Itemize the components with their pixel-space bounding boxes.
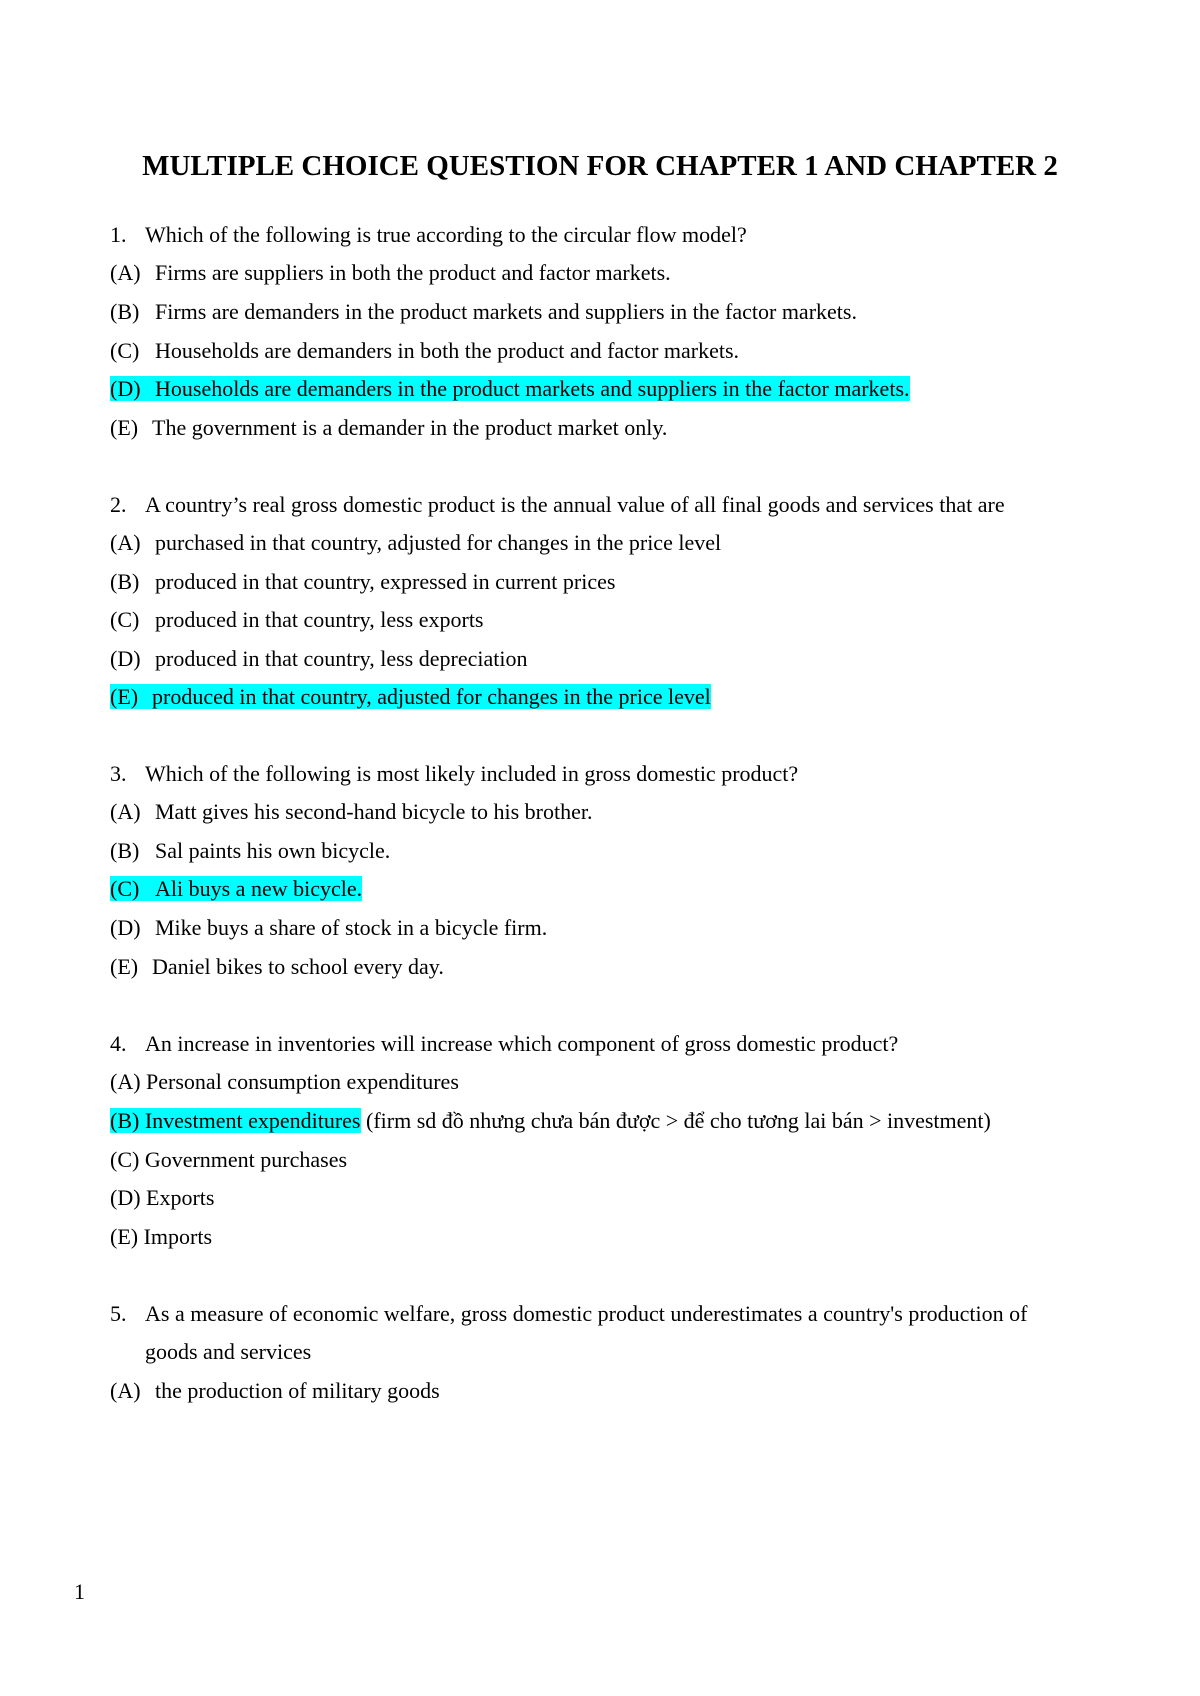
- q1-option-b: [110, 297, 857, 327]
- option-text: (C) Government purchases: [110, 1147, 348, 1172]
- question-5: [110, 1299, 1027, 1329]
- q3-option-c-answer: [110, 874, 362, 904]
- option-text: Households are demanders in the product markets and suppliers in the factor markets.: [155, 376, 910, 401]
- option-letter: (D): [110, 376, 141, 401]
- option-text: Ali buys a new bicycle.: [155, 876, 363, 901]
- option-text: Firms are demanders in the product markets and suppliers in the factor markets.: [155, 299, 857, 324]
- question-3: [110, 759, 798, 789]
- q2-option-a: [110, 528, 721, 558]
- q4-option-c: [110, 1145, 347, 1175]
- q1-option-d-answer: [110, 374, 910, 404]
- option-letter: (D): [110, 915, 141, 940]
- option-text: The government is a demander in the product market only.: [152, 415, 668, 440]
- page-number: 1: [74, 1579, 85, 1604]
- question-text: goods and services: [145, 1339, 312, 1364]
- q4-option-a: [110, 1067, 459, 1097]
- option-text: produced in that country, less exports: [155, 607, 484, 632]
- option-letter: (B): [110, 299, 140, 324]
- question-1: [110, 220, 747, 250]
- q3-option-b: [110, 836, 390, 866]
- page-title: MULTIPLE CHOICE QUESTION FOR CHAPTER 1 AND CHAPTER 2: [142, 150, 1058, 182]
- option-letter: (A): [110, 260, 141, 285]
- option-letter: (E): [110, 415, 139, 440]
- q4-option-e: [110, 1222, 212, 1252]
- question-text: A country’s real gross domestic product is the annual value of all final goods and services that are: [145, 492, 1005, 517]
- q3-option-e: [110, 952, 444, 982]
- option-text: purchased in that country, adjusted for changes in the price level: [155, 530, 722, 555]
- option-letter: (A): [110, 1378, 141, 1403]
- question-5-continuation: [145, 1337, 311, 1367]
- option-letter: (B): [110, 838, 140, 863]
- option-text: (E) Imports: [110, 1224, 213, 1249]
- question-number: 4.: [110, 1031, 127, 1056]
- question-text: An increase in inventories will increase which component of gross domestic product?: [145, 1031, 899, 1056]
- option-letter: (E): [110, 954, 139, 979]
- q2-option-d: [110, 644, 527, 674]
- option-text: Sal paints his own bicycle.: [155, 838, 391, 863]
- option-text: (D) Exports: [110, 1185, 215, 1210]
- option-letter: (C): [110, 876, 140, 901]
- q5-option-a: [110, 1376, 440, 1406]
- option-text: Mike buys a share of stock in a bicycle firm.: [155, 915, 548, 940]
- option-letter: (C): [110, 338, 140, 363]
- option-letter: (E): [110, 684, 139, 709]
- question-number: 5.: [110, 1301, 127, 1326]
- answer-highlight: [110, 876, 362, 901]
- q1-option-a: [110, 258, 671, 288]
- option-letter: (D): [110, 646, 141, 671]
- question-number: 1.: [110, 222, 127, 247]
- question-number: 3.: [110, 761, 127, 786]
- option-text: (A) Personal consumption expenditures: [110, 1069, 459, 1094]
- option-text: the production of military goods: [155, 1378, 440, 1403]
- q2-option-b: [110, 567, 615, 597]
- question-4: [110, 1029, 898, 1059]
- q4-option-b-answer: [110, 1106, 991, 1136]
- question-text: Which of the following is true according to the circular flow model?: [145, 222, 747, 247]
- question-2: [110, 490, 1005, 520]
- q3-option-a: [110, 797, 592, 827]
- answer-highlight: [110, 684, 711, 709]
- question-text: As a measure of economic welfare, gross domestic product underestimates a country's production of: [145, 1301, 1028, 1326]
- option-text: Households are demanders in both the product and factor markets.: [155, 338, 740, 363]
- q2-option-e-answer: [110, 682, 711, 712]
- option-letter: (B): [110, 569, 140, 594]
- option-letter: (A): [110, 530, 141, 555]
- question-text: Which of the following is most likely included in gross domestic product?: [145, 761, 799, 786]
- option-text: produced in that country, expressed in current prices: [155, 569, 616, 594]
- q3-option-d: [110, 913, 547, 943]
- q2-option-c: [110, 605, 484, 635]
- q1-option-e: [110, 413, 667, 443]
- question-number: 2.: [110, 492, 127, 517]
- option-text: produced in that country, adjusted for changes in the price level: [152, 684, 711, 709]
- option-letter: (A): [110, 799, 141, 824]
- answer-highlight: [110, 376, 910, 401]
- answer-highlight: (B) Investment expenditures: [110, 1108, 361, 1133]
- option-text: Firms are suppliers in both the product and factor markets.: [155, 260, 671, 285]
- q4-option-d: [110, 1183, 214, 1213]
- q1-option-c: [110, 336, 739, 366]
- option-text: Daniel bikes to school every day.: [152, 954, 444, 979]
- option-letter: (C): [110, 607, 140, 632]
- option-text: produced in that country, less depreciation: [155, 646, 528, 671]
- option-text: Matt gives his second-hand bicycle to his brother.: [155, 799, 593, 824]
- handwritten-note: (firm sd đồ nhưng chưa bán được > để cho tương lai bán > investment): [360, 1108, 991, 1133]
